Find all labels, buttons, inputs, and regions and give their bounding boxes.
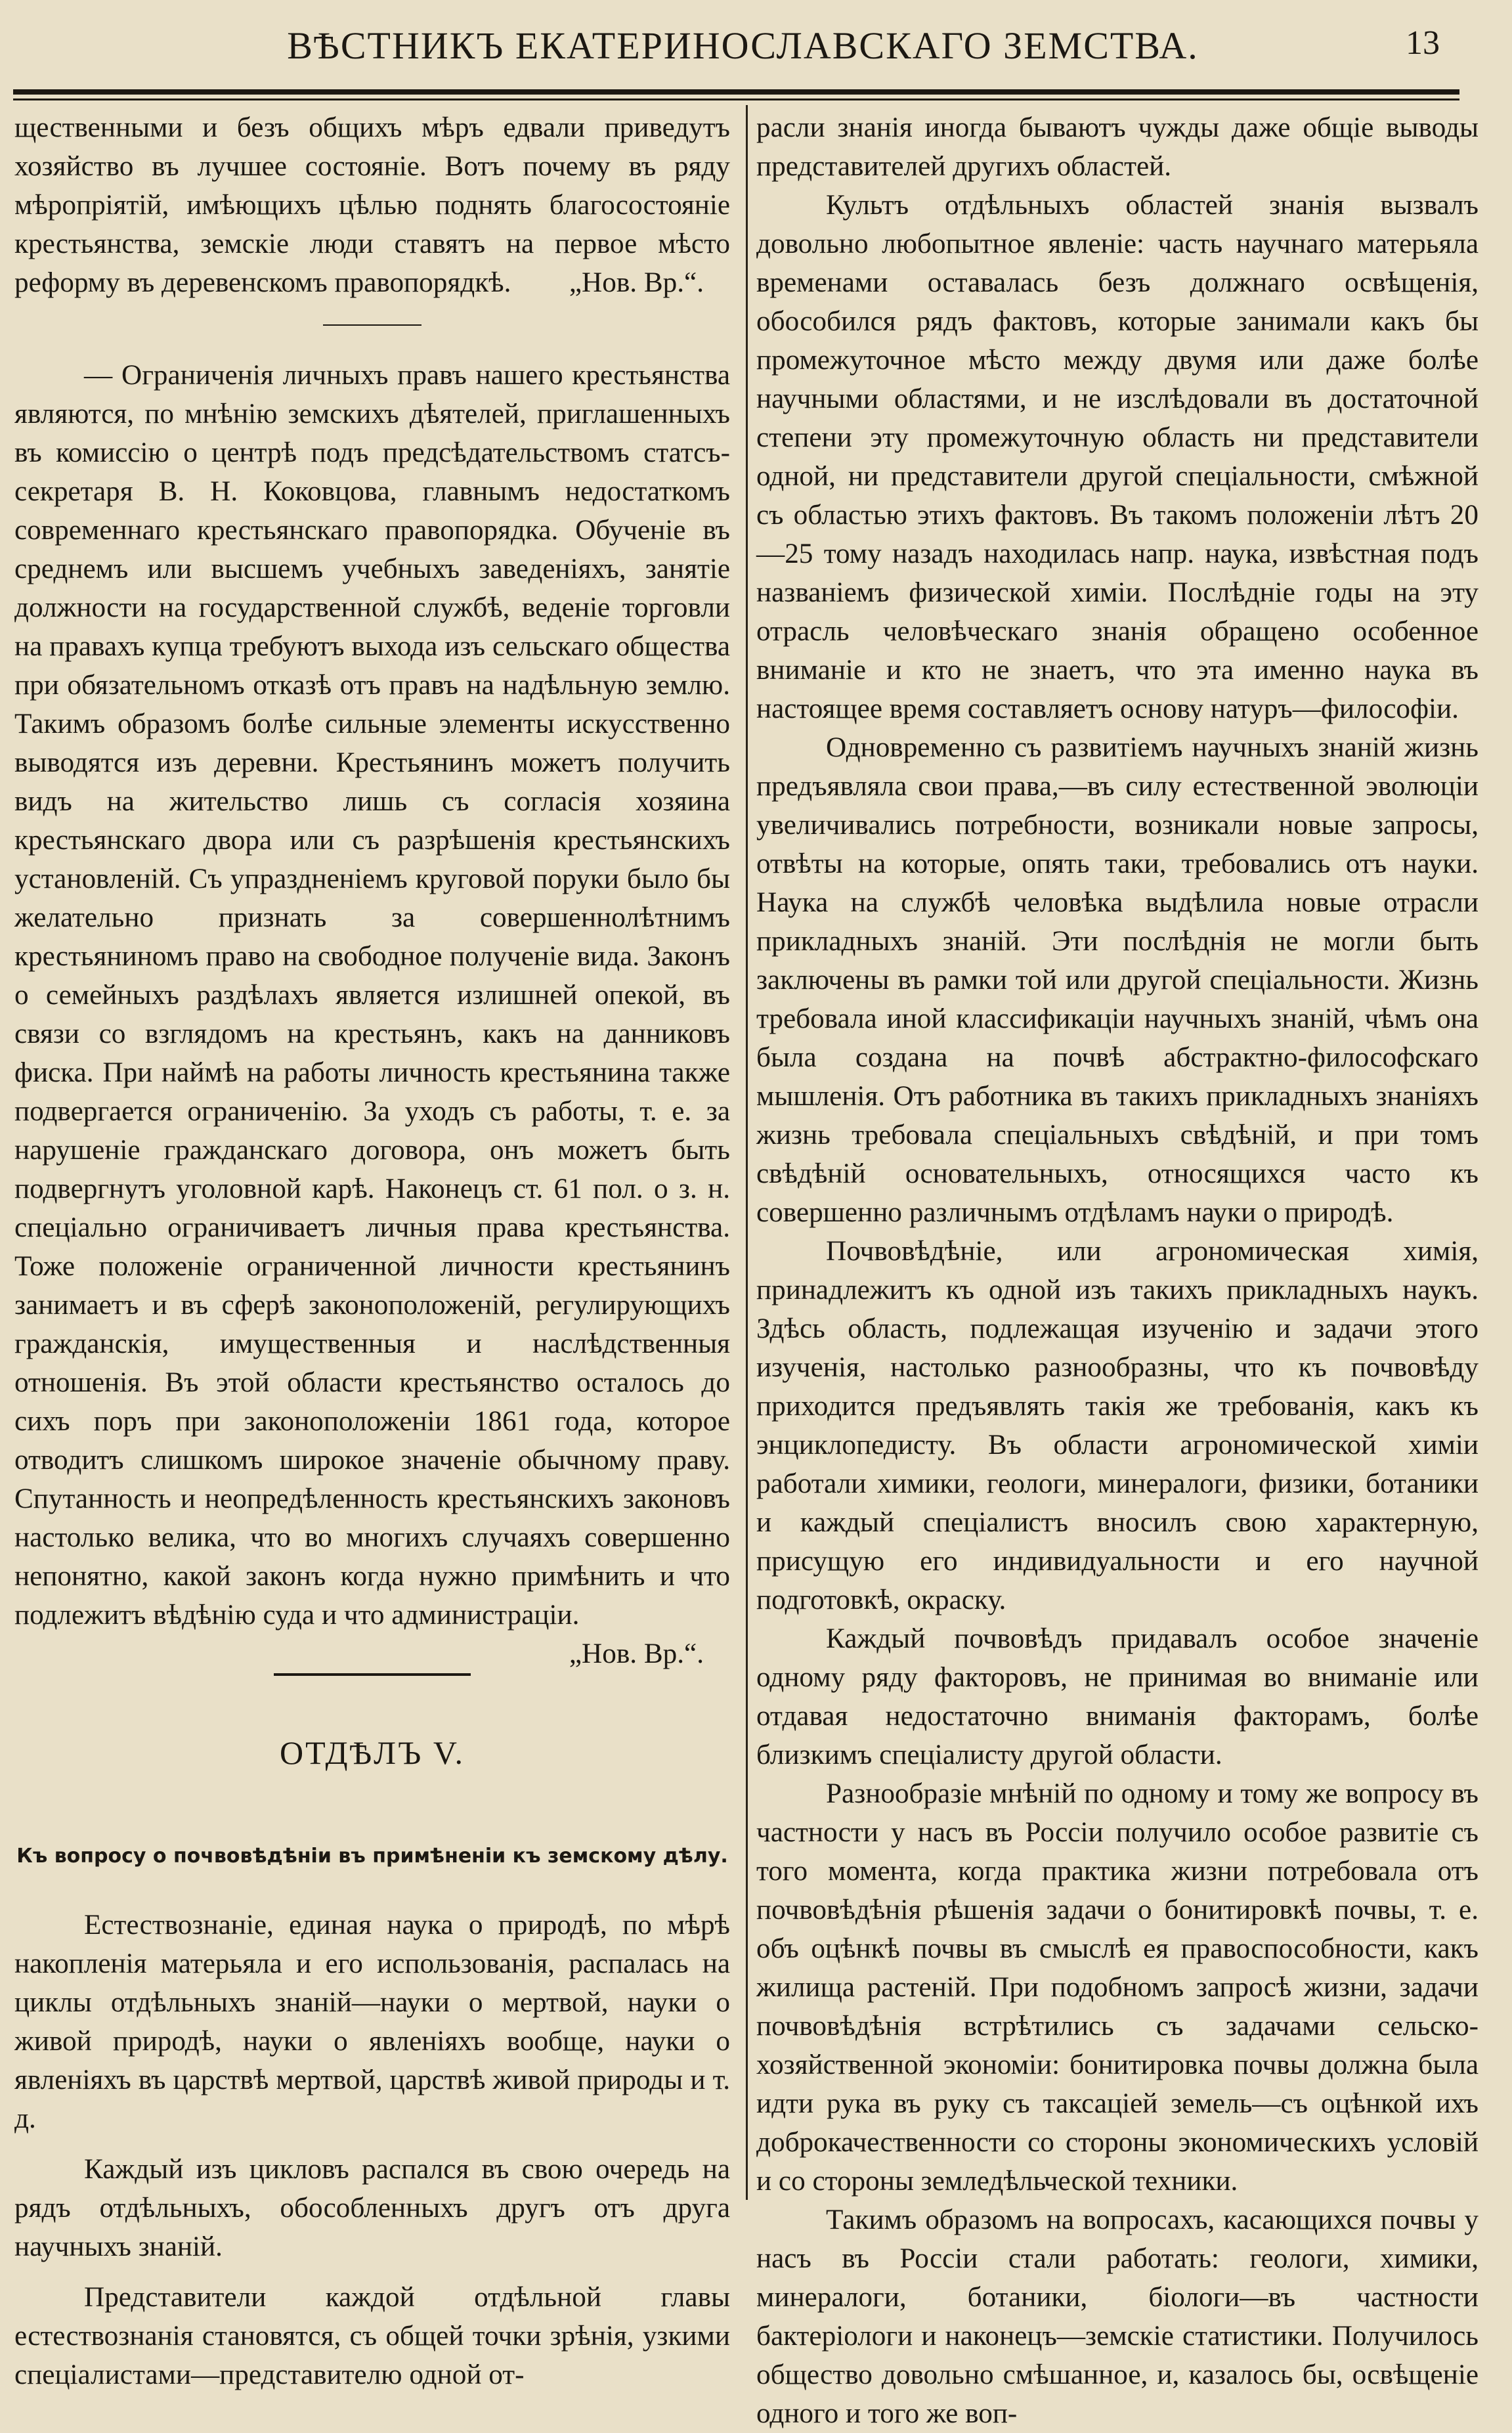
spacer: [14, 2138, 730, 2150]
right-paragraph-4: Почвовѣдѣніе, или агрономическая химія, принадлежитъ къ одной изъ такихъ прикладныхъ наукъ. Здѣсь область, подлежащая изученію и задачи этого изученія, настолько разнообразны, что къ почвовѣду приходится предъявлять такія же требованія, какъ къ энциклопедисту. Въ области агрономической химіи работали химики, геологи, минералоги, физики, ботаники и каждый спеціалистъ вносилъ свою характерную, присущую его индивидуальности и его научной подготовкѣ, окраску.: [756, 1236, 1479, 1615]
left-paragraph-1-source: „Нов. Вр.“.: [569, 267, 704, 298]
right-paragraph-5: Каждый почвовѣдъ придавалъ особое значеніе одному ряду факторовъ, не принимая во вниманіе или отдавая недостаточно вниманія факторамъ, болѣе близкимъ спеціалисту другой области.: [756, 1623, 1479, 1770]
right-paragraph-2: Культъ отдѣльныхъ областей знанія вызвалъ довольно любопытное явленіе: часть научнаго матерьяла временами оставалась безъ должнаго освѣщенія, обособился рядъ фактовъ, которые занимали какъ бы промежуточное мѣсто между двумя или даже болѣе научными областями, и не изслѣдовали въ достаточной степени эту промежуточную область ни представители одной, ни представители другой спеціальности, смѣжной съ областью этихъ фактовъ. Въ такомъ положеніи лѣтъ 20—25 тому назадъ находилась напр. наука, извѣстная подъ названіемъ физической химіи. Послѣдніе годы на эту отрасль человѣческаго знанія обращено особенное вниманіе и кто не знаетъ, что эта именно наука въ настоящее время составляетъ основу натуръ—философіи.: [756, 190, 1479, 724]
right-paragraph-7: Такимъ образомъ на вопросахъ, касающихся почвы у насъ въ Россіи стали работать: геологи, химики, минералоги, ботаники, біологи—въ частности бактеріологи и наконецъ—земскіе статистики. Получилось общество довольно смѣшанное, и, казалось бы, освѣщеніе одного и того же воп-: [756, 2204, 1479, 2429]
spacer: [14, 1894, 730, 1906]
left-paragraph-1: [14, 108, 730, 302]
left-paragraph-2-source: „Нов. Вр.“.: [569, 1638, 704, 1669]
column-divider: [746, 105, 748, 2200]
left-paragraph-3: Естествознаніе, единая наука о природѣ, по мѣрѣ накопленія матерьяла и его использованія, распалась на циклы отдѣльныхъ знаній—науки о мертвой, науки о живой природѣ, науки о явленіяхъ вообще, науки о явленіяхъ въ царствѣ мертвой, царствѣ живой природы и т. д.: [14, 1910, 730, 2134]
spacer: [14, 2266, 730, 2278]
left-column: [14, 108, 730, 2390]
left-paragraph-1-text: щественными и безъ общихъ мѣръ едвали приведутъ хозяйство въ лучшее состояніе. Вотъ почему въ ряду мѣропріятій, имѣющихъ цѣлью поднять благосостояніе крестьянства, земскіе люди ставятъ на первое мѣсто реформу въ деревенскомъ правопорядкѣ.: [14, 112, 730, 298]
article-title: Къ вопросу о почвовѣдѣніи въ примѣненіи къ земскому дѣлу.: [16, 1845, 728, 1868]
header-rule-thin: [13, 99, 1459, 100]
right-paragraph-1: расли знанія иногда бываютъ чужды даже общіе выводы представителей другихъ областей.: [756, 112, 1479, 182]
left-paragraph-2: [14, 356, 730, 1669]
section-title: ОТДѢЛЪ V.: [279, 1734, 465, 1771]
left-paragraph-5: Представители каждой отдѣльной главы естествознанія становятся, съ общей точки зрѣнія, узкими спеціалистами—представителю одной от-: [14, 2282, 730, 2390]
section-rule: [274, 1673, 471, 1676]
left-paragraph-2-text: — Ограниченія личныхъ правъ нашего крестьянства являются, по мнѣнію земскихъ дѣятелей, приглашенныхъ въ комиссію о центрѣ подъ предсѣдательствомъ статсъ-секретаря В. Н. Коковцова, главнымъ недостаткомъ современнаго крестьянскаго правопорядка. Обученіе въ среднемъ или высшемъ учебныхъ заведеніяхъ, занятіе должности на государственной службѣ, веденіе торговли на правахъ купца требуютъ выхода изъ сельскаго общества при обязательномъ отказѣ отъ правъ на надѣльную землю. Такимъ образомъ болѣе сильные элементы искусственно выводятся изъ деревни. Крестьянинъ можетъ получить видъ на жительство лишь съ согласія хозяина крестьянскаго двора или съ разрѣшенія крестьянскихъ установленій. Съ упраздненіемъ круговой поруки было бы желательно признать за совершеннолѣтнимъ крестьяниномъ право на свободное полученіе вида. Законъ о семейныхъ раздѣлахъ является излишней опекой, въ связи со взглядомъ на крестьянъ, какъ на данниковъ фиска. При наймѣ на работы личность крестьянина также подвергается ограниченію. За уходъ съ работы, т. е. за нарушеніе гражданскаго договора, онъ можетъ быть подвергнутъ уголовной карѣ. Наконецъ ст. 61 пол. о з. н. спеціально ограничиваетъ личныя права крестьянства. Тоже положеніе ограниченной личности крестьянинъ занимаетъ и въ сферѣ законоположеній, регулирующихъ гражданскія, имущественныя и наслѣдственныя отношенія. Въ этой области крестьянство осталось до сихъ поръ при законоположеніи 1861 года, которое отводитъ слишкомъ широкое значеніе обычному праву. Спутанность и неопредѣленность крестьянскихъ законовъ настолько велика, что во многихъ случаяхъ совершенно непонятно, какой законъ когда нужно примѣнить и что подлежитъ вѣдѣнію суда и что администраціи.: [14, 360, 730, 1631]
page-header: [13, 20, 1473, 72]
page-number: 13: [1406, 24, 1440, 62]
right-column: [756, 108, 1479, 2429]
header-rule-thick: [13, 89, 1459, 95]
left-paragraph-4: Каждый изъ цикловъ распался въ свою очередь на рядъ отдѣльныхъ, обособленныхъ другъ отъ друга научныхъ знаній.: [14, 2154, 730, 2262]
right-paragraph-3: Одновременно съ развитіемъ научныхъ знаній жизнь предъявляла свои права,—въ силу естественной эволюціи увеличивались потребности, возникали новые запросы, отвѣты на которые, опять таки, требовались отъ науки. Наука на службѣ человѣка выдѣлила новые отрасли прикладныхъ знаній. Эти послѣднія не могли быть заключены въ рамки той или другой спеціальности. Жизнь требовала иной классификаціи научныхъ знаній, чѣмъ она была создана на почвѣ абстрактно-философскаго мышленія. Отъ работника въ такихъ прикладныхъ знаніяхъ жизнь требовала спеціальныхъ свѣдѣній, и при томъ свѣдѣній основательныхъ, относящихся часто къ совершенно различнымъ отдѣламъ науки о природѣ.: [756, 732, 1479, 1228]
separator-rule: [323, 324, 421, 326]
journal-title: ВѢСТНИКЪ ЕКАТЕРИНОСЛАВСКАГО ЗЕМСТВА.: [287, 24, 1199, 67]
right-paragraph-6: Разнообразіе мнѣній по одному и тому же вопросу въ частности у насъ въ Россіи получило особое развитіе съ того момента, когда практика жизни потребовала отъ почвовѣдѣнія рѣшенія задачи о бонитировкѣ почвы, т. е. объ оцѣнкѣ почвы въ смыслѣ ея правоспособности, какъ жилища растеній. При подобномъ запросѣ жизни, задачи почвовѣдѣнія встрѣтились съ задачами сельско-хозяйственной экономіи: бонитировка почвы должна была идти рука въ руку съ таксаціей земель—съ оцѣнкой ихъ доброкачественности со стороны экономическихъ условій и со стороны земледѣльческой техники.: [756, 1778, 1479, 2197]
